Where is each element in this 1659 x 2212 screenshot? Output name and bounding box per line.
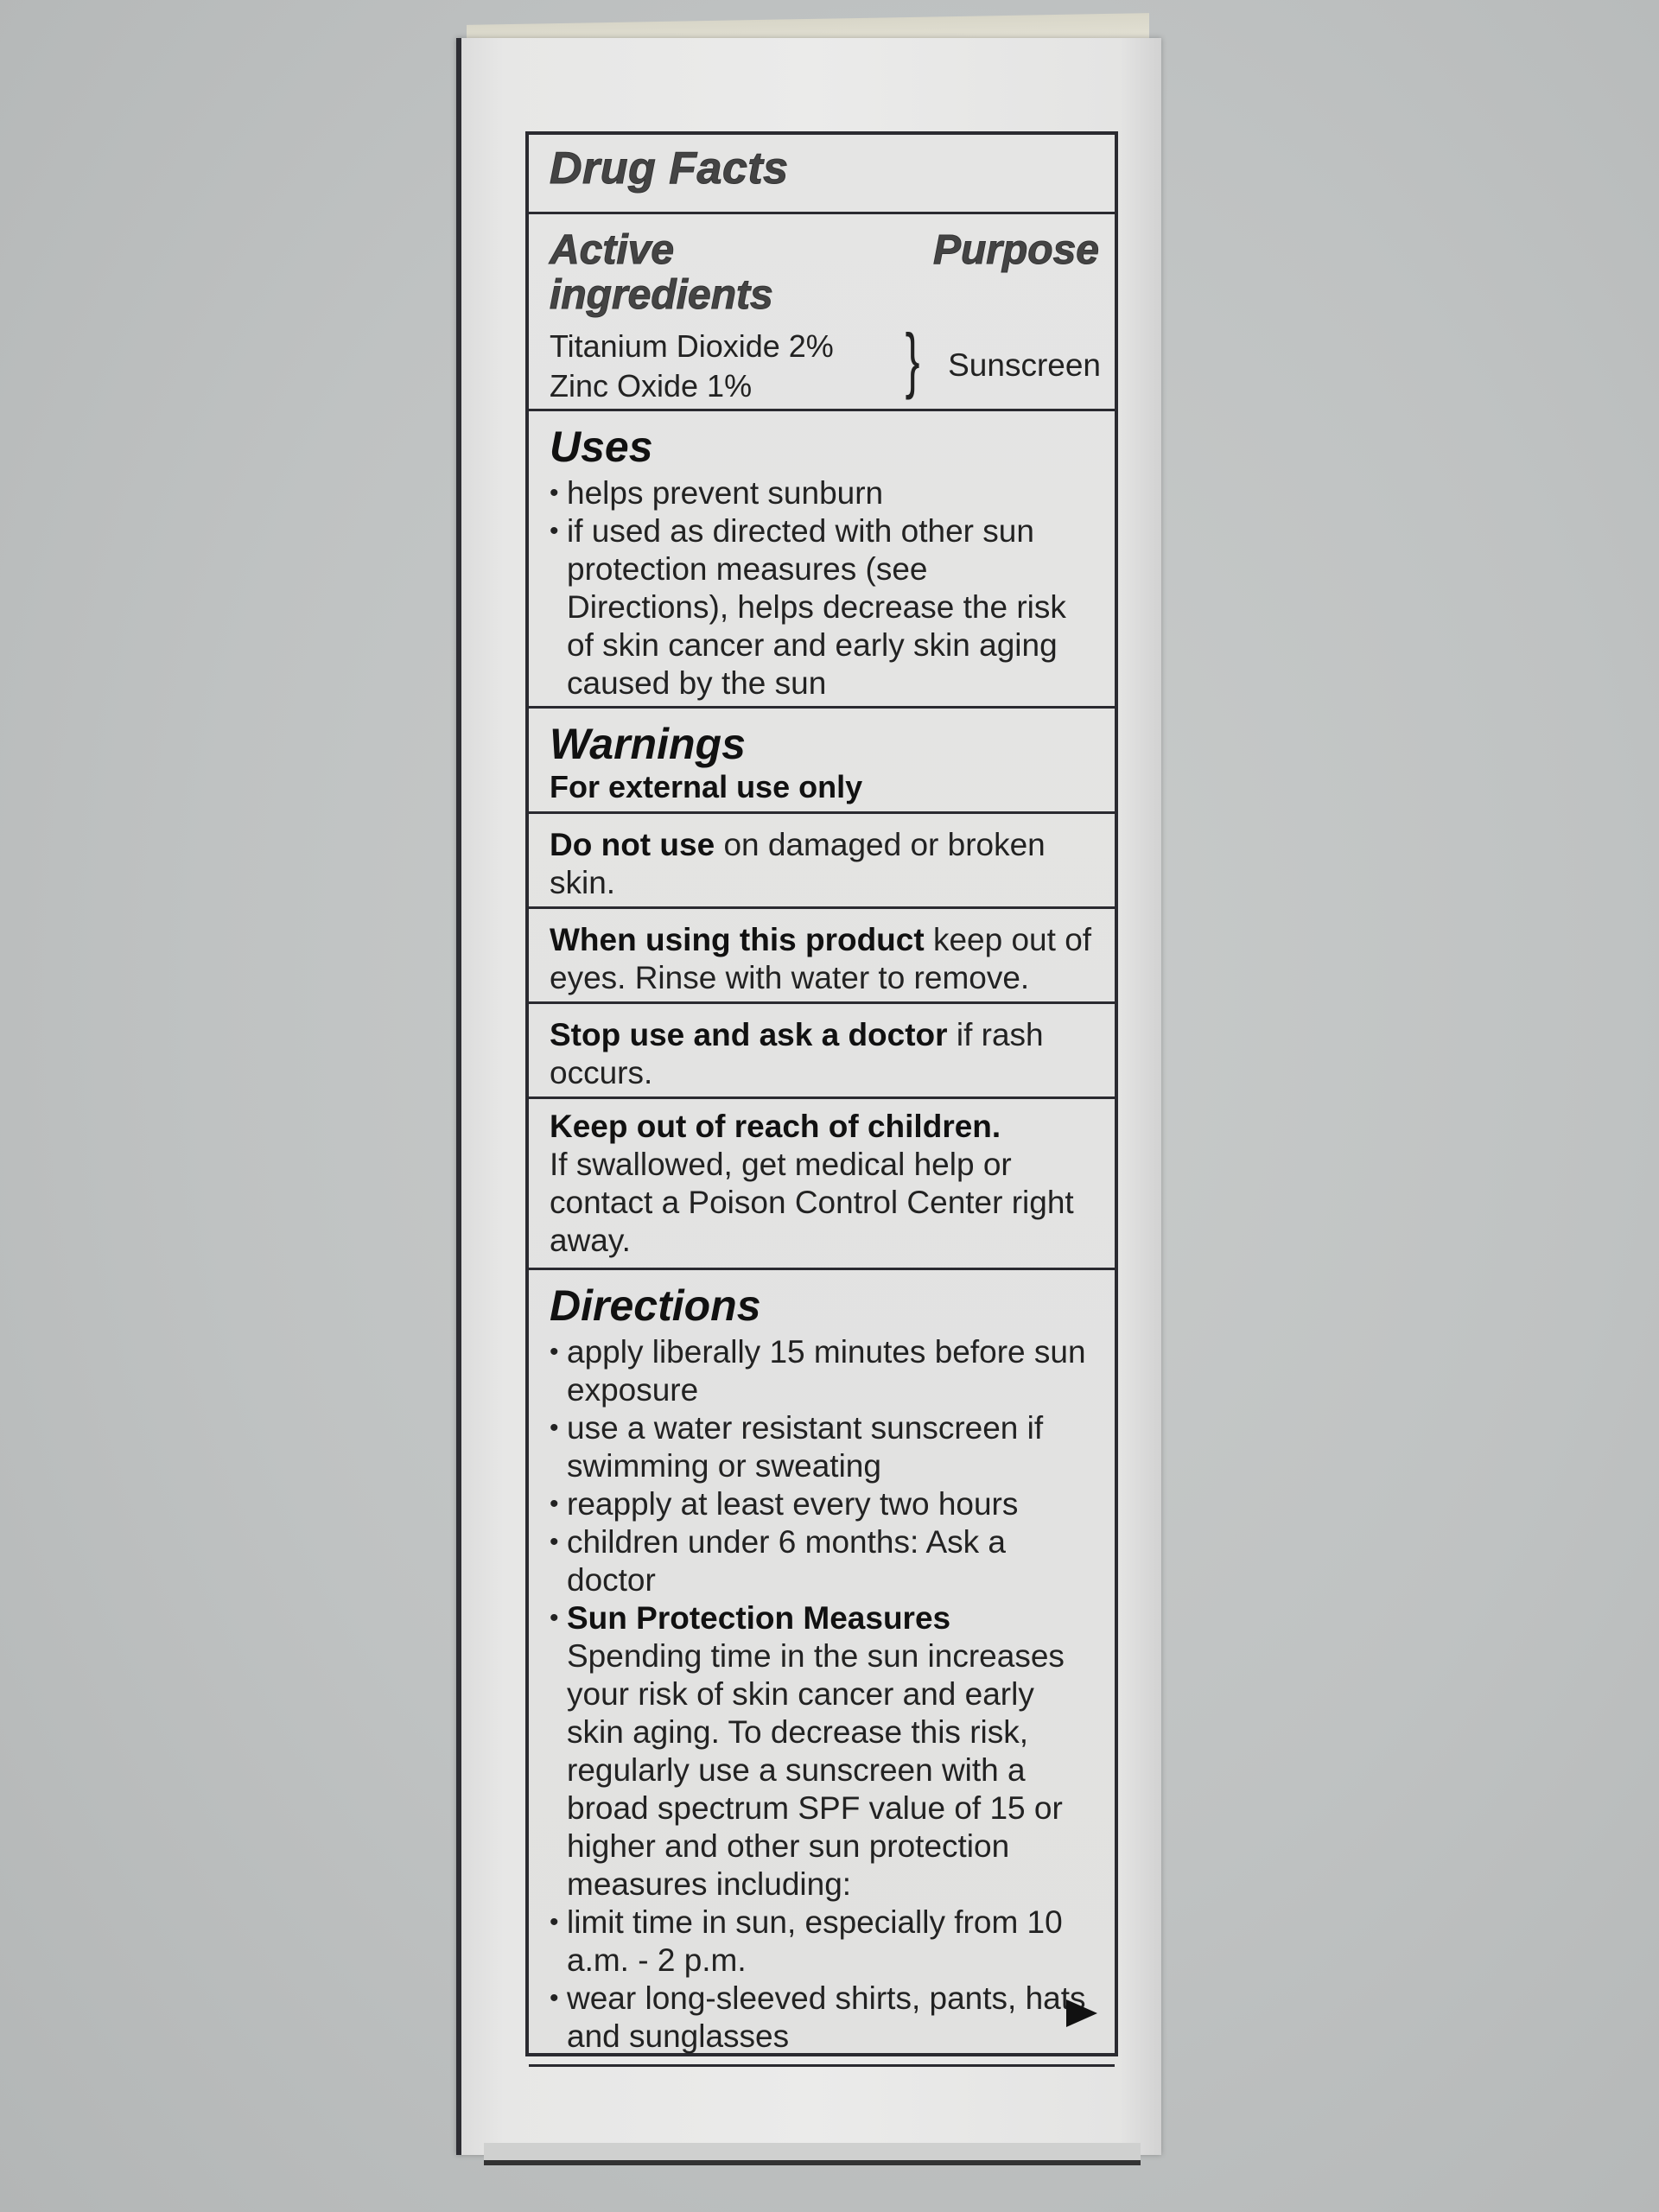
keep-out-bold: Keep out of reach of children. <box>550 1109 1001 1144</box>
list-item: • helps prevent sunburn <box>550 474 1097 512</box>
list-item: • reapply at least every two hours <box>550 1485 1097 1523</box>
sun-protection-heading: Sun Protection Measures <box>567 1600 951 1636</box>
ingredient-item: Titanium Dioxide 2% <box>550 328 834 364</box>
when-using-bold: When using this product <box>550 922 925 957</box>
list-item: • limit time in sun, especially from 10 a.m. - 2 p.m. <box>550 1904 1097 1980</box>
do-not-use-detail: on damaged or broken skin. <box>550 827 1046 900</box>
list-item: • children under 6 months: Ask a doctor <box>550 1523 1097 1599</box>
uses-section <box>529 411 1115 709</box>
active-ingredients-section <box>529 214 1115 411</box>
brace-icon: } <box>905 319 920 400</box>
drug-facts-title-section <box>529 135 1115 214</box>
stop-use-section <box>529 1004 1115 1099</box>
stop-use-text <box>550 1016 1097 1092</box>
drug-facts-panel <box>525 131 1118 2056</box>
when-using-detail: keep out of eyes. Rinse with water to remove. <box>550 922 1092 995</box>
uses-heading: Uses <box>550 423 653 471</box>
box-bottom-edge <box>484 2143 1141 2165</box>
active-ingredients-heading <box>550 228 773 318</box>
keep-out-of-reach-section <box>529 1099 1115 1270</box>
keep-out-text <box>550 1108 1097 1260</box>
when-using-section <box>529 909 1115 1004</box>
stop-use-detail: if rash occurs. <box>550 1017 1044 1090</box>
do-not-use-text <box>550 826 1097 902</box>
directions-heading: Directions <box>550 1281 761 1330</box>
triangle-right-icon <box>1066 1999 1097 2027</box>
do-not-use-section <box>529 814 1115 909</box>
list-item: • wear long-sleeved shirts, pants, hats and sunglasses <box>550 1980 1097 2056</box>
warnings-section <box>529 709 1115 814</box>
sun-protection-item <box>550 1599 1097 1904</box>
list-item: • apply liberally 15 minutes before sun exposure <box>550 1333 1097 1409</box>
do-not-use-bold: Do not use <box>550 827 715 862</box>
purpose-heading: Purpose <box>932 227 1099 273</box>
sun-protection-text: Spending time in the sun increases your risk of skin cancer and early skin aging. To decrease this risk, regularly use a sunscreen with a broad spectrum SPF value of 15 or higher and other sun protection measures including: <box>567 1638 1065 1902</box>
active-heading-line2: ingredients <box>550 272 773 318</box>
when-using-text <box>550 921 1097 997</box>
directions-section <box>529 1270 1115 2067</box>
uses-list <box>550 474 1097 702</box>
purpose-value: Sunscreen <box>948 347 1101 383</box>
warnings-heading: Warnings <box>550 720 746 768</box>
list-item: • use a water resistant sunscreen if swimming or sweating <box>550 1409 1097 1485</box>
drug-facts-title: Drug Facts <box>550 143 789 194</box>
directions-list <box>550 1333 1097 2056</box>
active-heading-line1: Active <box>550 227 675 273</box>
stop-use-bold: Stop use and ask a doctor <box>550 1017 948 1052</box>
warnings-subheading: For external use only <box>550 769 863 804</box>
ingredient-list <box>550 327 834 406</box>
keep-out-detail: If swallowed, get medical help or contact a Poison Control Center right away. <box>550 1147 1074 1258</box>
ingredient-item: Zinc Oxide 1% <box>550 368 753 404</box>
list-item: • if used as directed with other sun protection measures (see Directions), helps decrease the risk of skin cancer and early skin aging caused by the sun <box>550 512 1097 702</box>
